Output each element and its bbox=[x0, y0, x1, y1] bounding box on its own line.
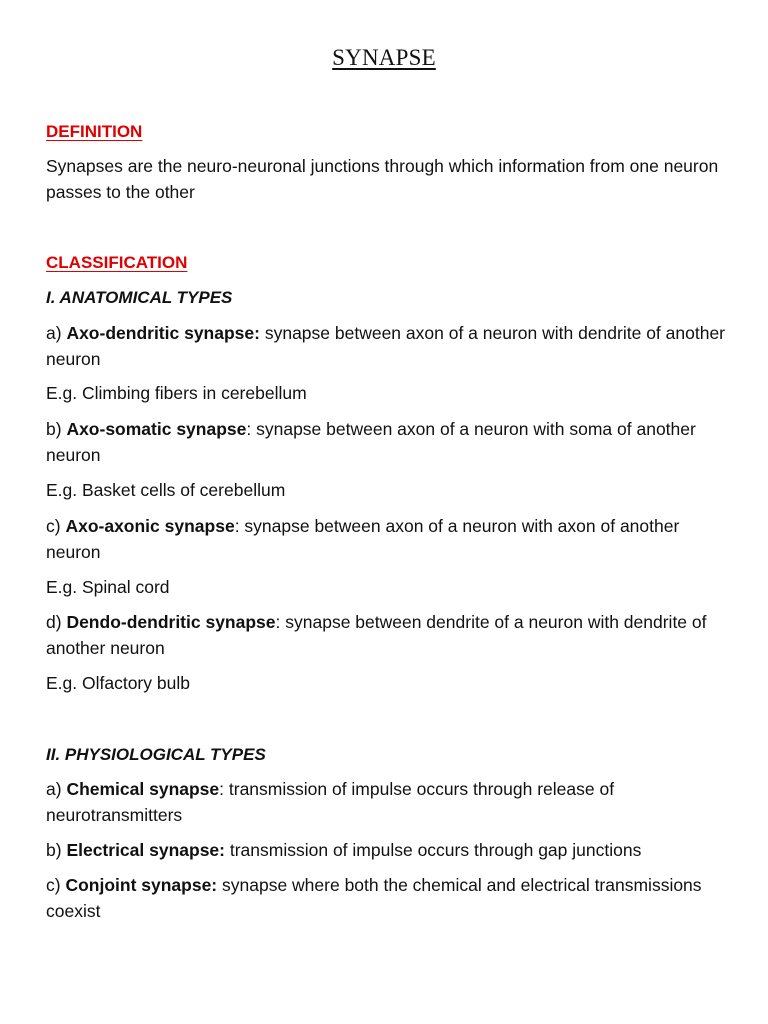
item-prefix: c) bbox=[46, 516, 66, 536]
list-item-axo-dendritic bbox=[46, 320, 726, 372]
list-item-dendo-dendritic bbox=[46, 609, 726, 661]
definition-text: Synapses are the neuro-neuronal junctions through which information from one neuron passes to the other bbox=[46, 156, 719, 202]
item-term: Axo-axonic synapse bbox=[65, 516, 235, 536]
example-axo-somatic: E.g. Basket cells of cerebellum bbox=[46, 480, 286, 500]
classification-heading bbox=[46, 249, 726, 276]
item-description: : synapse between axon of a neuron with soma of another neuron bbox=[46, 419, 696, 465]
item-term: Axo-somatic synapse bbox=[66, 419, 247, 439]
item-term: Electrical synapse: bbox=[66, 840, 225, 860]
example-dendo-dendritic: E.g. Olfactory bulb bbox=[46, 673, 190, 693]
item-description: synapse where both the chemical and electrical transmissions coexist bbox=[46, 875, 702, 921]
item-description: transmission of impulse occurs through gap junctions bbox=[225, 840, 642, 860]
item-prefix: b) bbox=[46, 419, 67, 439]
physiological-types-heading-text: II. PHYSIOLOGICAL TYPES bbox=[46, 745, 266, 764]
list-item-axo-somatic bbox=[46, 416, 726, 468]
item-prefix: d) bbox=[46, 612, 67, 632]
item-prefix: b) bbox=[46, 840, 67, 860]
item-description: : transmission of impulse occurs through release of neurotransmitters bbox=[46, 779, 615, 825]
item-description: synapse between axon of a neuron with dendrite of another neuron bbox=[46, 323, 726, 369]
classification-heading-text: CLASSIFICATION bbox=[46, 253, 188, 272]
anatomical-types-heading-text: I. ANATOMICAL TYPES bbox=[46, 288, 233, 307]
item-description: : synapse between axon of a neuron with axon of another neuron bbox=[46, 516, 680, 562]
list-item-conjoint-synapse bbox=[46, 872, 726, 924]
physiological-types-heading bbox=[46, 741, 726, 768]
item-prefix: c) bbox=[46, 875, 66, 895]
item-prefix: a) bbox=[46, 323, 67, 343]
page-title: SYNAPSE bbox=[332, 45, 436, 70]
list-item-electrical-synapse bbox=[46, 837, 726, 863]
item-term: Conjoint synapse: bbox=[65, 875, 218, 895]
item-term: Dendo-dendritic synapse bbox=[66, 612, 276, 632]
item-prefix: a) bbox=[46, 779, 67, 799]
example-axo-axonic: E.g. Spinal cord bbox=[46, 577, 170, 597]
list-item-axo-axonic bbox=[46, 513, 726, 565]
item-term: Axo-dendritic synapse: bbox=[66, 323, 260, 343]
item-description: : synapse between dendrite of a neuron with dendrite of another neuron bbox=[46, 612, 707, 658]
example-axo-dendritic: E.g. Climbing fibers in cerebellum bbox=[46, 383, 307, 403]
definition-heading-text: DEFINITION bbox=[46, 122, 143, 141]
list-item-chemical-synapse bbox=[46, 776, 726, 828]
item-term: Chemical synapse bbox=[66, 779, 220, 799]
definition-heading bbox=[46, 118, 726, 145]
anatomical-types-heading bbox=[46, 284, 726, 311]
